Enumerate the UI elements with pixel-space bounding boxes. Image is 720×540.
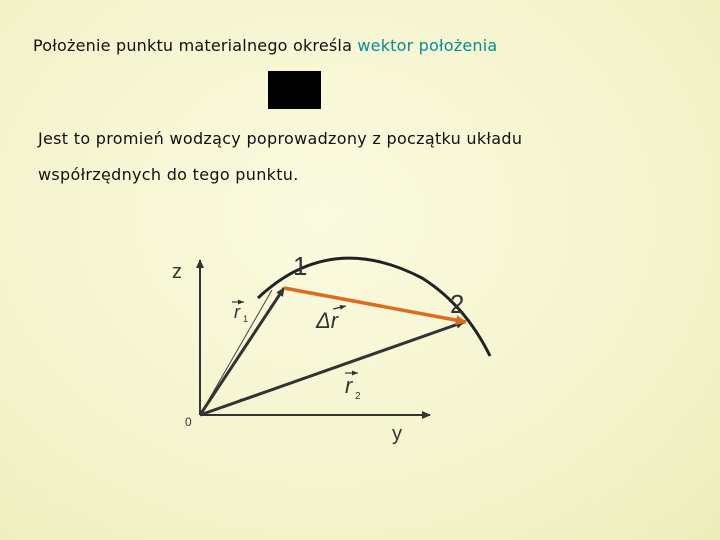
point-1-label: 1 xyxy=(293,251,308,281)
delta-r-vector xyxy=(284,288,466,322)
heading-text: Położenie punktu materialnego określa xyxy=(33,36,358,55)
r1-subscript: 1 xyxy=(243,314,249,324)
paragraph-line-1: Jest to promień wodzący poprowadzony z początku układu xyxy=(38,129,523,148)
r2-label: r xyxy=(345,373,353,398)
r1-vector xyxy=(200,288,284,415)
point-2-label: 2 xyxy=(450,289,465,319)
origin-label: 0 xyxy=(185,415,192,429)
delta-r-label: Δr xyxy=(316,308,339,333)
y-axis-label: y xyxy=(392,423,402,445)
origin-tick xyxy=(240,398,250,400)
z-axis-label: z xyxy=(172,261,182,283)
r2-vector xyxy=(200,322,464,415)
r1-label: r xyxy=(234,302,240,322)
r2-subscript: 2 xyxy=(355,391,361,402)
heading-highlight: wektor położenia xyxy=(357,36,498,55)
paragraph-line-2: współrzędnych do tego punktu. xyxy=(38,165,299,184)
